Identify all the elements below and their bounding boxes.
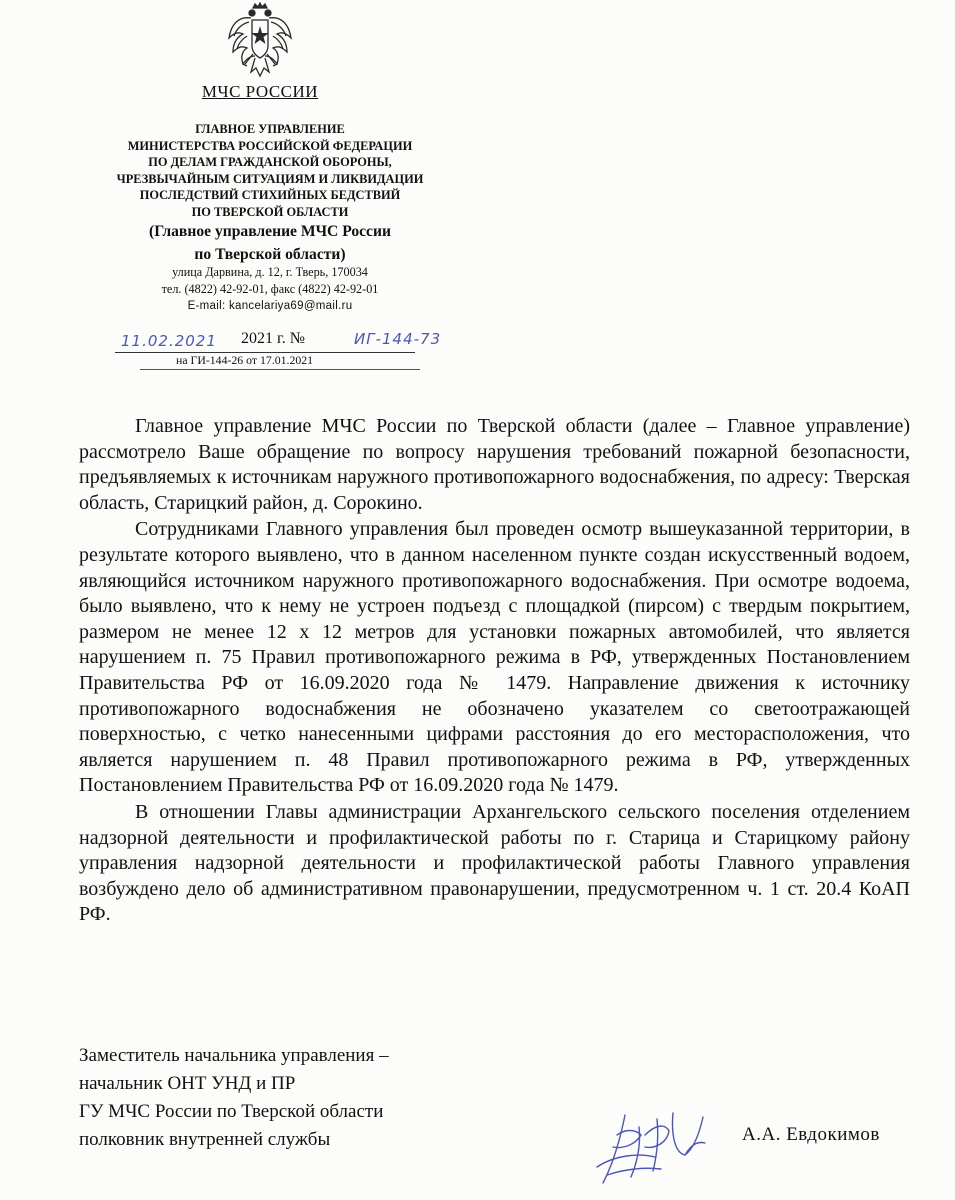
handwritten-number: ИГ-144-73	[354, 330, 442, 348]
position-line: полковник внутренней службы	[79, 1129, 331, 1150]
signatory-position	[79, 1042, 389, 1154]
signer-name: А.А. Евдокимов	[742, 1124, 880, 1145]
agency-name-line: ЧРЕЗВЫЧАЙНЫМ СИТУАЦИЯМ И ЛИКВИДАЦИИ	[116, 171, 424, 186]
address: улица Дарвина, д. 12, г. Тверь, 170034	[172, 265, 368, 279]
agency-name-line: ПОСЛЕДСТВИЙ СТИХИЙНЫХ БЕДСТВИЙ	[139, 188, 401, 203]
handwritten-date: 11.02.2021	[121, 332, 217, 350]
agency-contacts	[60, 264, 480, 315]
agency-name-line: ГЛАВНОЕ УПРАВЛЕНИЕ	[195, 122, 345, 136]
agency-short-name: МЧС РОССИИ	[201, 82, 319, 101]
position-line: Заместитель начальника управления –	[79, 1045, 389, 1066]
agency-name-line: ПО ТВЕРСКОЙ ОБЛАСТИ	[191, 204, 349, 219]
reply-to-underline	[140, 369, 420, 370]
agency-abbreviated-name	[60, 220, 480, 266]
short-name-line: по Тверской области)	[194, 246, 346, 263]
emchs-emblem-icon	[225, 2, 295, 80]
body-paragraph: Сотрудниками Главного управления был проведен осмотр вышеуказанной территории, в результате которого выявлено, что в данном населенном пункте создан искусственный водоем, являющийся источником наружного противопожарного водоснабжения. При осмотре водоема, было выявлено, что к нему не устроен подъезд с площадкой (пирсом) с твердым покрытием, размером не менее 12 х 12 метров для установки пожарных автомобилей, что является нарушением п. 75 Правил противопожарного режима в РФ, утвержденных Постановлением Правительства РФ от 16.09.2020 года № 1479. Направление движения к источнику противопожарного водоснабжения не обозначено указателем со светоотражающей поверхностью, с четко нанесенными цифрами расстояния до его месторасположения, что является нарушением п. 48 Правил противопожарного режима в РФ, утвержденных Постановлением Правительства РФ от 16.09.2020 года № 1479.	[79, 518, 910, 797]
letter-body	[79, 414, 910, 928]
position-line: ГУ МЧС России по Тверской области	[79, 1101, 384, 1122]
agency-name-line: ПО ДЕЛАМ ГРАЖДАНСКОЙ ОБОРОНЫ,	[148, 155, 392, 170]
reply-to-reference: на ГИ-144-26 от 17.01.2021	[176, 353, 314, 367]
agency-full-name	[60, 121, 480, 221]
position-line: начальник ОНТ УНД и ПР	[79, 1073, 296, 1094]
body-paragraph: В отношении Главы администрации Архангельского сельского поселения отделением надзорной деятельности и профилактической работы по г. Старица и Старицкому району управления надзорной деятельности и профилактической работы Главного управления возбуждено дело об административном правонарушении, предусмотренном ч. 1 ст. 20.4 КоАП РФ.	[79, 800, 910, 926]
printed-year-number: 2021 г. №	[241, 330, 306, 347]
short-name-line: (Главное управление МЧС России	[149, 223, 391, 240]
phone-fax: тел. (4822) 42-92-01, факс (4822) 42-92-01	[161, 282, 379, 296]
body-paragraph: Главное управление МЧС России по Тверской области (далее – Главное управление) рассмотрело Ваше обращение по вопросу нарушения требований пожарной безопасности, предъявляемых к источникам наружного противопожарного водоснабжения, по адресу: Тверская область, Старицкий район, д. Сорокино.	[79, 415, 910, 514]
handwritten-signature	[595, 1105, 715, 1187]
agency-name-line: МИНИСТЕРСТВА РОССИЙСКОЙ ФЕДЕРАЦИИ	[127, 138, 413, 153]
email: E-mail: kancelariya69@mail.ru	[187, 300, 353, 312]
